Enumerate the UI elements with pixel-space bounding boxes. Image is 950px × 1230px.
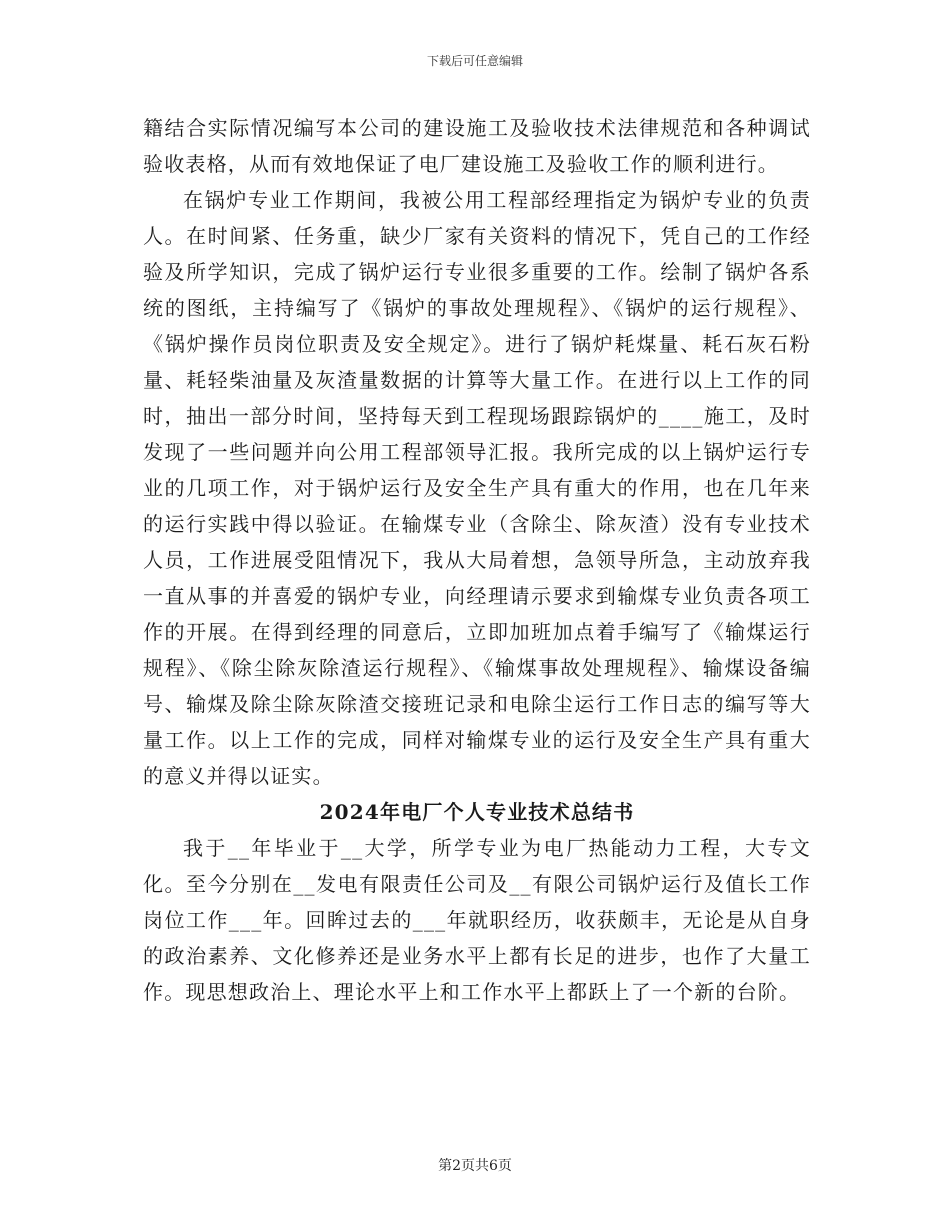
page-header: 下载后可任意编辑	[426, 54, 523, 68]
paragraph-boiler-work: 在锅炉专业工作期间，我被公用工程部经理指定为锅炉专业的负责人。在时间紧、任务重，缺少厂家有关资料的情况下，凭自己的工作经验及所学知识，完成了锅炉运行专业很多重要的工作。绘制了锅炉各系统的图纸，主持编写了《锅炉的事故处理规程》、《锅炉的运行规程》、《锅炉操作员岗位职责及安全规定》。进行了锅炉耗煤量、耗石灰石粉量、耗轻柴油量及灰渣量数据的计算等大量工作。在进行以上工作的同时，抽出一部分时间，坚持每天到工程现场跟踪锅炉的____施工，及时发现了一些问题并向公用工程部领导汇报。我所完成的以上锅炉运行专业的几项工作，对于锅炉运行及安全生产具有重大的作用，也在几年来的运行实践中得以验证。在输煤专业（含除尘、除灰渣）没有专业技术人员，工作进展受阻情况下，我从大局着想，急领导所急，主动放弃我一直从事的并喜爱的锅炉专业，向经理请示要求到输煤专业负责各项工作的开展。在得到经理的同意后，立即加班加点着手编写了《输煤运行规程》、《除尘除灰除渣运行规程》、《输煤事故处理规程》、输煤设备编号、输煤及除尘除灰除渣交接班记录和电除尘运行工作日志的编写等大量工作。以上工作的完成，同样对输煤专业的运行及安全生产具有重大的意义并得以证实。	[143, 188, 811, 788]
section-title: 2024年电厂个人专业技术总结书	[319, 800, 635, 824]
paragraph-intro: 我于__年毕业于__大学，所学专业为电厂热能动力工程，大专文化。至今分别在__发电有限责任公司及__有限公司锅炉运行及值长工作岗位工作___年。回眸过去的___年就职经历，收获颇丰，无论是从自身的政治素养、文化修养还是业务水平上都有长足的进步，也作了大量工作。现思想政治上、理论水平上和工作水平上都跃上了一个新的台阶。	[143, 836, 811, 1004]
paragraph-continuation: 籍结合实际情况编写本公司的建设施工及验收技术法律规范和各种调试验收表格，从而有效地保证了电厂建设施工及验收工作的顺利进行。	[143, 116, 811, 176]
document-body	[143, 110, 811, 1010]
page-footer: 第2页共6页	[438, 1158, 512, 1174]
